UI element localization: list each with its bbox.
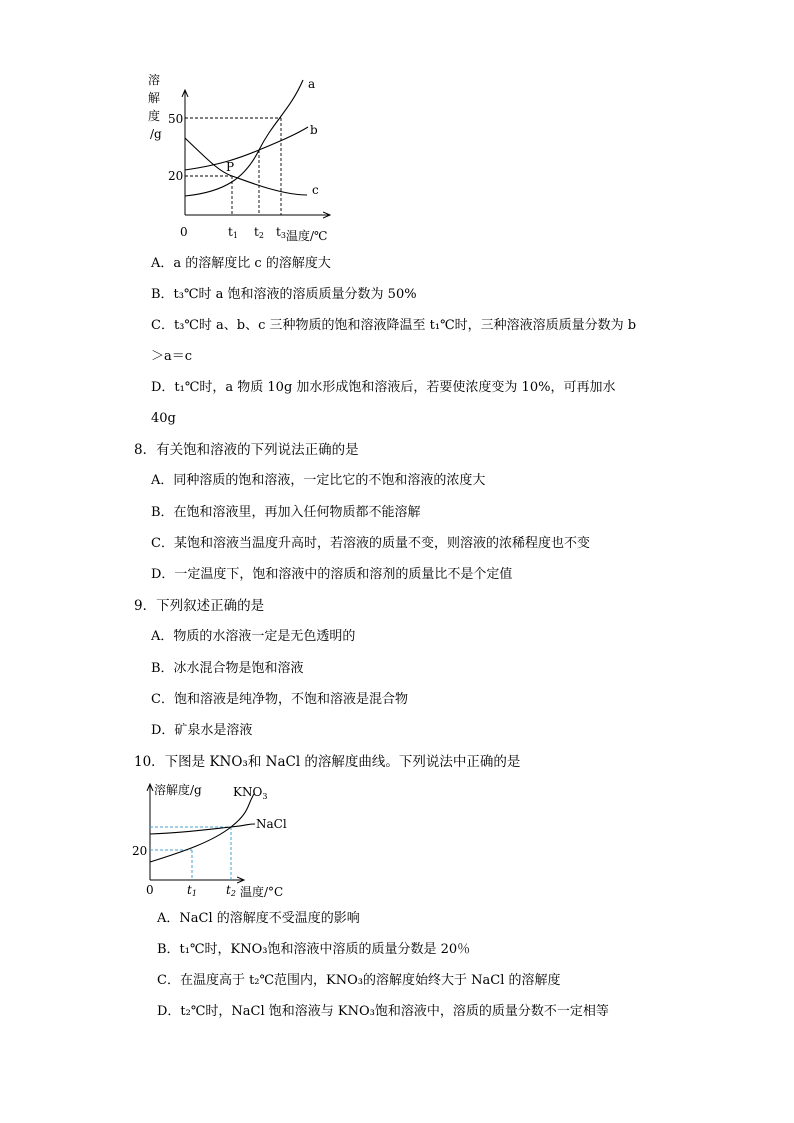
y-tick-label: 50 bbox=[168, 112, 184, 126]
x-tick-label: t3 bbox=[276, 225, 286, 240]
curve-label-b: b bbox=[310, 123, 318, 137]
curve-label-kno3: $KNO_3$ bbox=[233, 785, 268, 801]
y-axis-label: 溶解度/g bbox=[154, 783, 202, 797]
q7-option-d: D．t₁℃时，a 物质 10g 加水形成饱和溶液后，若要使浓度变为 10%，可再加水 bbox=[151, 380, 616, 395]
q10-option-d: D．t₂℃时，NaCl 饱和溶液与 KNO₃饱和溶液中，溶质的质量分数不一定相等 bbox=[157, 1004, 609, 1019]
q9-option-a: A．物质的水溶液一定是无色透明的 bbox=[151, 629, 356, 644]
solubility-chart-kno3-nacl bbox=[132, 780, 307, 902]
y-axis-label-char: 解 bbox=[148, 91, 161, 105]
x-axis-label: 温度/°C bbox=[240, 885, 284, 899]
x-tick-label: t1 bbox=[228, 225, 238, 240]
x-tick-label: t1 bbox=[187, 883, 197, 898]
y-tick-label: 20 bbox=[132, 844, 148, 858]
q7-option-c: C．t₃℃时 a、b、c 三种物质的饱和溶液降温至 t₁℃时，三种溶液溶质质量分数为 b bbox=[151, 318, 637, 333]
x-tick-label: t2 bbox=[226, 883, 236, 898]
q10-option-b: B．t₁℃时，KNO₃饱和溶液中溶质的质量分数是 20％ bbox=[157, 942, 471, 957]
curve-label-nacl: NaCl bbox=[256, 817, 287, 831]
origin-label: 0 bbox=[180, 225, 188, 239]
q9-stem: 9．下列叙述正确的是 bbox=[134, 598, 265, 614]
y-axis-label-char: 溶 bbox=[148, 73, 161, 87]
q7-option-a: A．a 的溶解度比 c 的溶解度大 bbox=[151, 256, 331, 271]
q8-option-b: B．在饱和溶液里，再加入任何物质都不能溶解 bbox=[151, 505, 421, 520]
q10-option-c: C．在温度高于 t₂℃范围内，KNO₃的溶解度始终大于 NaCl 的溶解度 bbox=[157, 973, 561, 988]
q7-option-d-cont: 40g bbox=[151, 411, 176, 426]
q7-option-c-cont: ＞a＝c bbox=[151, 349, 193, 364]
curve-nacl bbox=[150, 824, 255, 834]
q9-option-c: C．饱和溶液是纯净物，不饱和溶液是混合物 bbox=[151, 692, 408, 707]
curve-kno3 bbox=[150, 794, 254, 862]
y-axis-label-char: 度 bbox=[148, 109, 161, 123]
q8-option-c: C．某饱和溶液当温度升高时，若溶液的质量不变，则溶液的浓稀程度也不变 bbox=[151, 536, 590, 551]
q9-option-d: D．矿泉水是溶液 bbox=[151, 723, 253, 738]
y-tick-label: 20 bbox=[168, 169, 184, 183]
q8-stem: 8．有关饱和溶液的下列说法正确的是 bbox=[134, 442, 359, 458]
point-label-p: P bbox=[226, 160, 235, 174]
x-axis-label: 温度/℃ bbox=[286, 229, 328, 243]
q7-option-b: B．t₃℃时 a 饱和溶液的溶质质量分数为 50% bbox=[151, 287, 417, 302]
curve-label-c: c bbox=[312, 183, 319, 197]
solubility-chart-abc bbox=[140, 70, 350, 248]
q8-option-a: A．同种溶质的饱和溶液，一定比它的不饱和溶液的浓度大 bbox=[151, 473, 486, 488]
q10-option-a: A．NaCl 的溶解度不受温度的影响 bbox=[157, 911, 360, 926]
curve-label-a: a bbox=[308, 77, 316, 91]
origin-label: 0 bbox=[146, 883, 154, 897]
q8-option-d: D．一定温度下，饱和溶液中的溶质和溶剂的质量比不是个定值 bbox=[151, 567, 513, 582]
x-tick-label: t2 bbox=[254, 225, 264, 240]
y-axis-label-char: /g bbox=[150, 127, 162, 141]
q10-stem: 10．下图是 KNO₃和 NaCl 的溶解度曲线。下列说法中正确的是 bbox=[134, 754, 521, 770]
curve-b bbox=[185, 127, 308, 170]
q9-option-b: B．冰水混合物是饱和溶液 bbox=[151, 661, 304, 676]
